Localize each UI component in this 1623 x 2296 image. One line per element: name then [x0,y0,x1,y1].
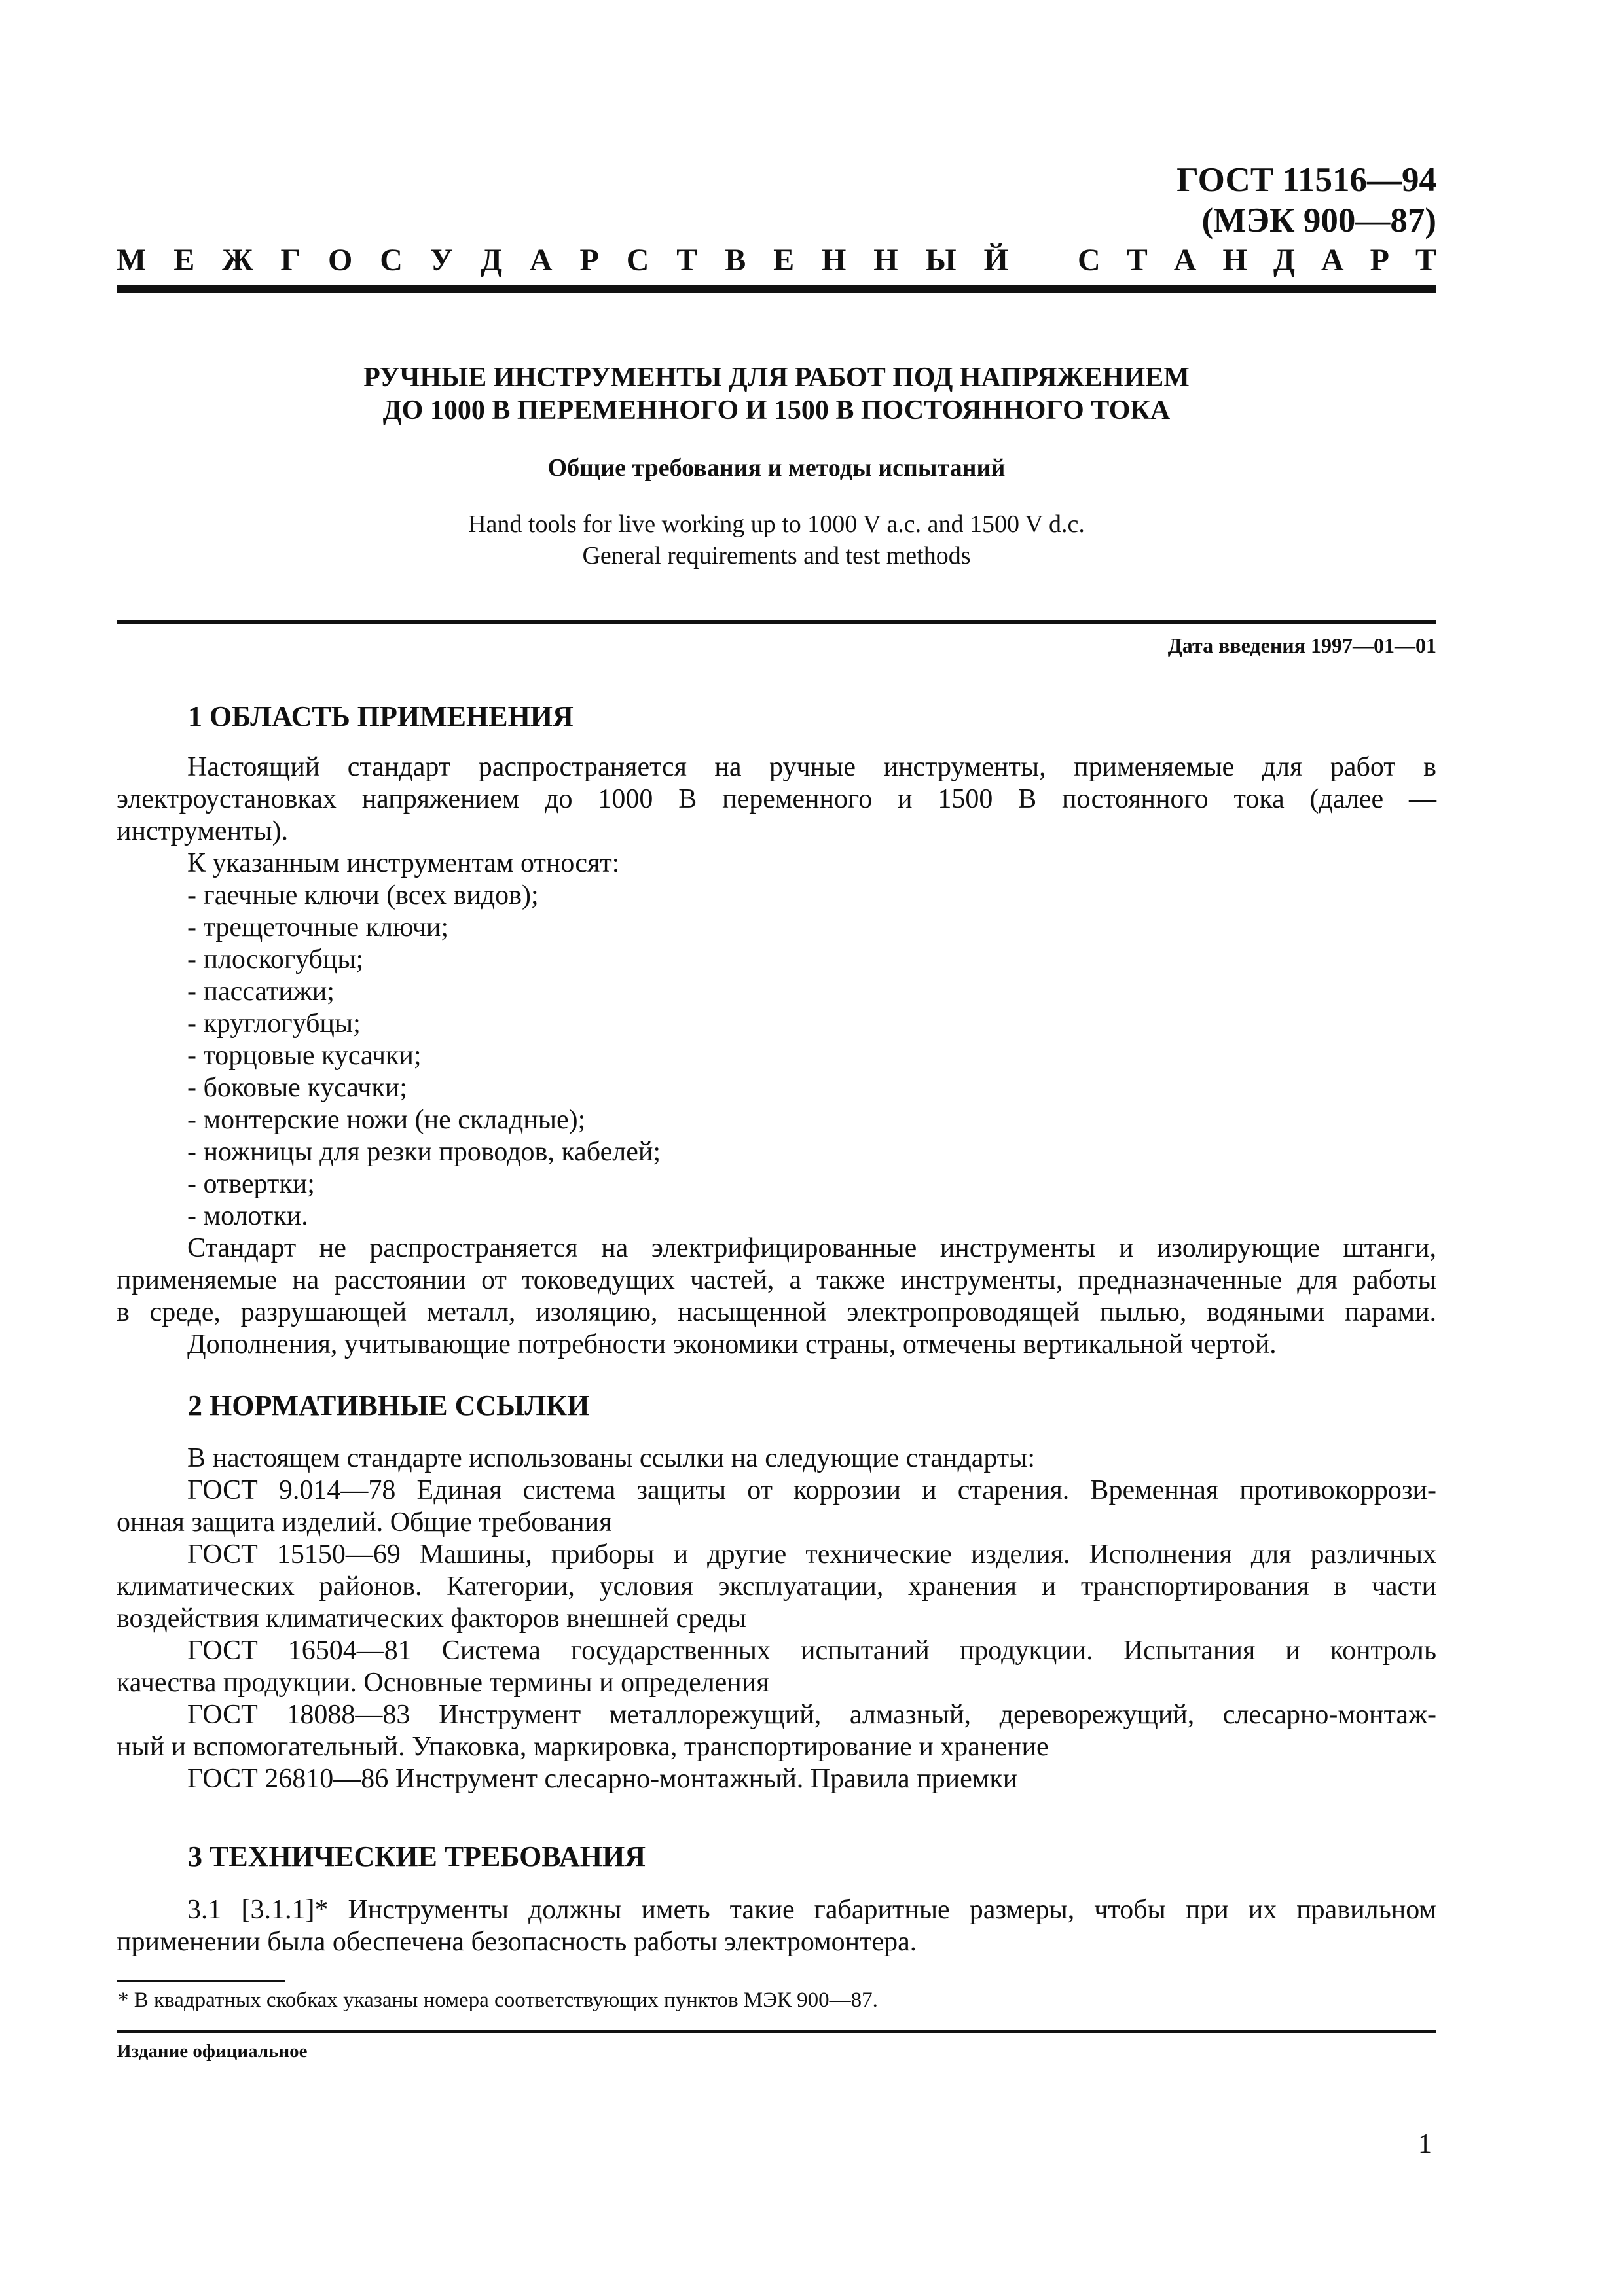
paragraph-line: Настоящий стандарт распространяется на ручные инструменты, применяемые для работ в [187,752,1436,782]
paragraph-line: инструменты). [117,816,289,846]
reference-line: климатических районов. Категории, условия эксплуатации, хранения и транспортирования в части [117,1571,1436,1602]
list-item: - ножницы для резки проводов, кабелей; [187,1137,661,1167]
document-title [117,361,1436,427]
paragraph-line: применяемые на расстоянии от токоведущих частей, а также инструменты, предназначенные для работы [117,1265,1436,1295]
section-3-heading: 3 ТЕХНИЧЕСКИЕ ТРЕБОВАНИЯ [188,1840,646,1873]
list-item: - монтерские ножи (не складные); [187,1105,586,1135]
list-item: - гаечные ключи (всех видов); [187,880,539,910]
list-item: - плоскогубцы; [187,944,364,975]
list-item: - боковые кусачки; [187,1073,407,1103]
list-item: - круглогубцы; [187,1009,361,1039]
introduction-date: Дата введения 1997—01—01 [1167,634,1436,657]
footnote-separator [117,1980,285,1982]
english-title [117,509,1436,571]
paragraph-line: 3.1 [3.1.1]* Инструменты должны иметь такие габаритные размеры, чтобы при их правильном [187,1895,1436,1925]
reference-line: ГОСТ 26810—86 Инструмент слесарно-монтажный. Правила приемки [187,1764,1018,1794]
section-3-body [117,1894,1436,1958]
english-title-line-1: Hand tools for live working up to 1000 V a.c. and 1500 V d.c. [468,511,1085,538]
list-item: - трещеточные ключи; [187,912,449,942]
list-item: - отвертки; [187,1169,315,1199]
reference-line: воздействия климатических факторов внешней среды [117,1604,746,1634]
paragraph-line: применении была обеспечена безопасность работы электромонтера. [117,1927,917,1957]
footer-rule [117,2030,1436,2033]
section-2-heading: 2 НОРМАТИВНЫЕ ССЫЛКИ [188,1390,590,1422]
reference-line: ГОСТ 16504—81 Система государственных испытаний продукции. Испытания и контроль [187,1636,1436,1666]
list-item: - пассатижи; [187,977,335,1007]
interstate-standard-banner [117,240,1436,279]
paragraph-line: Стандарт не распространяется на электрифицированные инструменты и изолирующие штанги, [187,1233,1436,1263]
doc-number-iec: (МЭК 900—87) [1201,202,1436,240]
reference-line: качества продукции. Основные термины и определения [117,1668,769,1698]
page-number: 1 [1418,2129,1432,2159]
interstate-word-1: М Е Ж Г О С У Д А Р С Т В Е Н Н Ы Й [117,242,1008,278]
doc-number-gost: ГОСТ 11516—94 [1176,161,1436,199]
list-item: - молотки. [187,1201,308,1231]
header-thick-rule [117,285,1436,293]
section-2-body [117,1443,1436,1795]
title-line-1: РУЧНЫЕ ИНСТРУМЕНТЫ ДЛЯ РАБОТ ПОД НАПРЯЖЕНИЕМ [363,363,1190,393]
section-1-heading: 1 ОБЛАСТЬ ПРИМЕНЕНИЯ [188,700,574,732]
reference-line: ный и вспомогательный. Упаковка, маркировка, транспортирование и хранение [117,1732,1049,1762]
paragraph-line: электроустановках напряжением до 1000 В переменного и 1500 В постоянного тока (далее — [117,784,1436,814]
reference-line: ГОСТ 9.014—78 Единая система защиты от коррозии и старения. Временная противокоррози- [187,1475,1436,1505]
interstate-word-2: С Т А Н Д А Р Т [1078,242,1436,278]
paragraph-line: в среде, разрушающей металл, изоляцию, насыщенной электропроводящей пылью, водяными парами. [117,1297,1436,1327]
tool-list [117,880,1436,1232]
reference-line: ГОСТ 18088—83 Инструмент металлорежущий, алмазный, дереворежущий, слесарно-монтаж- [187,1700,1436,1730]
reference-line: онная защита изделий. Общие требования [117,1507,612,1537]
english-title-line-2: General requirements and test methods [582,542,971,569]
section-1-body [117,751,1436,1361]
doc-number [1176,160,1436,241]
title-line-2: ДО 1000 В ПЕРЕМЕННОГО И 1500 В ПОСТОЯННОГО ТОКА [382,395,1171,425]
tool-list-intro: К указанным инструментам относят: [187,848,620,878]
paragraph-line: Дополнения, учитывающие потребности экономики страны, отмечены вертикальной чертой. [187,1329,1277,1359]
title-rule [117,620,1436,624]
footnote: * В квадратных скобках указаны номера соответствующих пунктов МЭК 900—87. [118,1988,878,2012]
edition-label: Издание официальное [117,2041,308,2062]
document-subtitle: Общие требования и методы испытаний [547,454,1006,482]
list-item: - торцовые кусачки; [187,1041,422,1071]
reference-line: ГОСТ 15150—69 Машины, приборы и другие технические изделия. Исполнения для различных [187,1539,1436,1570]
references-intro: В настоящем стандарте использованы ссылки на следующие стандарты: [187,1443,1036,1473]
